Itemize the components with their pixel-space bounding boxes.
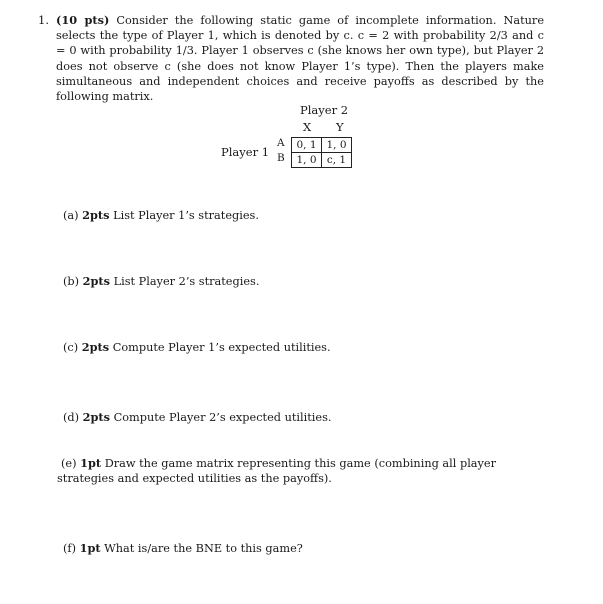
column-player-label: Player 2 xyxy=(300,103,349,117)
part-a-label: (a) xyxy=(63,209,79,222)
part-f-text: What is/are the BNE to this game? xyxy=(104,542,303,555)
question-intro-text: Consider the following static game of incomplete information. Nature selects the type of Player 1, which is denoted by c. c = 2 with probability 2/3 and c = 0 with probability 1/3. Player 1 observes c (she knows her own type), but Player 2 does not observe c (she does not know Player 1’s type). Then the players make simultaneous and independent choices and receive payoffs as described by the following matrix. xyxy=(56,14,545,104)
part-c xyxy=(63,340,331,355)
part-e-text: Draw the game matrix representing this game (combining all player strategies and expected utilities as the payoffs). xyxy=(57,457,497,486)
part-a xyxy=(63,208,259,223)
row-header-b: B xyxy=(277,152,285,164)
part-e-label: (e) xyxy=(61,457,77,470)
question-points: (10 pts) xyxy=(56,13,110,27)
payoff-cell-a-y: 1, 0 xyxy=(322,138,352,153)
part-b xyxy=(63,274,259,289)
part-c-label: (c) xyxy=(63,341,79,354)
part-f-label: (f) xyxy=(63,542,76,555)
part-a-points: 2pts xyxy=(82,208,110,222)
part-d-text: Compute Player 2’s expected utilities. xyxy=(113,411,332,424)
row-player-label: Player 1 xyxy=(221,145,270,159)
row-header-a: A xyxy=(277,137,285,149)
column-header-y: Y xyxy=(336,120,344,134)
payoff-matrix xyxy=(291,137,352,168)
part-a-text: List Player 1’s strategies. xyxy=(113,209,259,222)
part-c-text: Compute Player 1’s expected utilities. xyxy=(112,341,331,354)
matrix-row-b xyxy=(292,153,352,168)
part-b-points: 2pts xyxy=(82,274,110,288)
payoff-cell-b-x: 1, 0 xyxy=(292,153,322,168)
part-d-points: 2pts xyxy=(82,410,110,424)
part-c-points: 2pts xyxy=(81,340,110,354)
matrix-row-a xyxy=(292,138,352,153)
part-f-points: 1pt xyxy=(79,541,101,555)
payoff-cell-a-x: 0, 1 xyxy=(292,138,322,153)
payoff-cell-b-y: c, 1 xyxy=(322,153,352,168)
part-e xyxy=(57,456,545,486)
part-d-label: (d) xyxy=(63,411,80,424)
part-b-label: (b) xyxy=(63,275,80,288)
question-number: 1. xyxy=(38,13,49,27)
column-header-x: X xyxy=(303,120,312,134)
part-f xyxy=(63,541,303,556)
part-e-points: 1pt xyxy=(80,456,102,470)
question-intro xyxy=(56,13,544,104)
part-b-text: List Player 2’s strategies. xyxy=(113,275,260,288)
part-d xyxy=(63,410,331,425)
